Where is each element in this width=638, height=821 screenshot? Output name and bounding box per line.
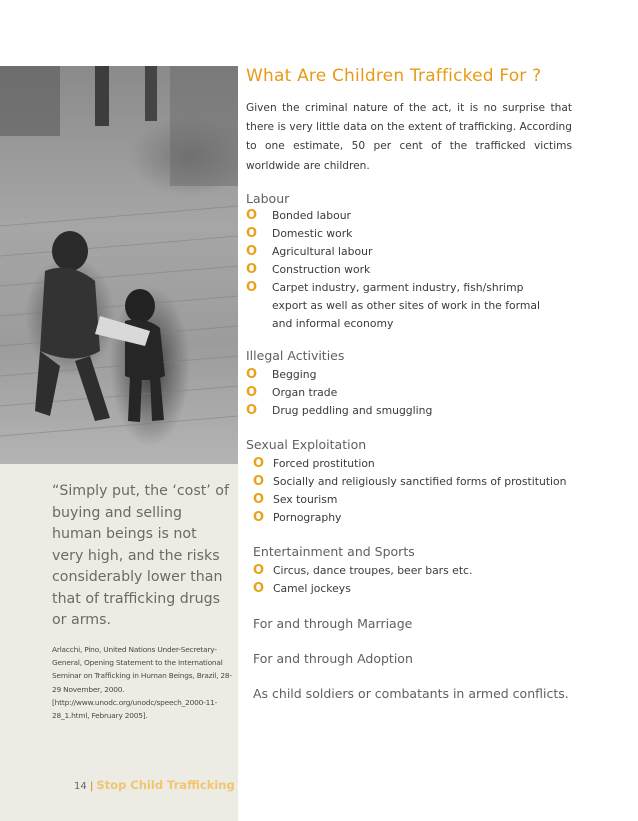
list-item: O Carpet industry, garment industry, fish/shrimp export as well as other sites of work in the formal and informal economy bbox=[246, 280, 541, 330]
quote-citation: Arlacchi, Pino, United Nations Under-Secretary-General, Opening Statement to the International Seminar on Trafficking in Human Beings, Brazil, 28-29 November, 2000. [http://www.unodc.org/unodc/speech_2000-11-28_1.html, February 2005]. bbox=[52, 645, 232, 721]
list-item: O Bonded labour bbox=[246, 208, 351, 223]
bullet-icon: O bbox=[246, 208, 258, 223]
list-item: O Pornography bbox=[253, 510, 342, 525]
publication-title: Stop Child Trafficking bbox=[96, 778, 235, 792]
bullet-icon: O bbox=[246, 280, 258, 295]
list-item: O Sex tourism bbox=[253, 492, 338, 507]
intro-paragraph: Given the criminal nature of the act, it is no surprise that there is very little data on the extent of trafficking. According to one estimate, 50 per cent of the trafficked victims worldwide are children. bbox=[246, 102, 572, 172]
photo-children-street bbox=[0, 66, 238, 464]
list-illegal-activities bbox=[246, 366, 576, 420]
pull-quote: “Simply put, the ‘cost’ of buying and selling human beings is not very high, and the risks considerably lower than that of trafficking drugs or arms. bbox=[52, 483, 229, 628]
list-item: O Drug peddling and smuggling bbox=[246, 403, 433, 418]
list-sexual-exploitation bbox=[253, 455, 583, 527]
heading-child-soldiers: As child soldiers or combatants in armed conflicts. bbox=[253, 686, 569, 701]
bullet-icon: O bbox=[253, 474, 265, 489]
bullet-icon: O bbox=[246, 385, 258, 400]
footer-separator: | bbox=[89, 781, 94, 792]
list-item: O Circus, dance troupes, beer bars etc. bbox=[253, 563, 473, 578]
heading-labour: Labour bbox=[246, 191, 290, 206]
list-item: O Camel jockeys bbox=[253, 581, 351, 596]
bullet-icon: O bbox=[246, 226, 258, 241]
bullet-icon: O bbox=[253, 581, 265, 596]
heading-marriage: For and through Marriage bbox=[253, 616, 413, 631]
list-entertainment-sports bbox=[253, 562, 583, 598]
list-item: O Domestic work bbox=[246, 226, 353, 241]
bullet-icon: O bbox=[253, 492, 265, 507]
list-labour bbox=[246, 207, 576, 333]
page-title: What Are Children Trafficked For ? bbox=[246, 66, 542, 86]
bullet-icon: O bbox=[253, 510, 265, 525]
bullet-icon: O bbox=[246, 367, 258, 382]
list-item: O Begging bbox=[246, 367, 317, 382]
bullet-icon: O bbox=[246, 262, 258, 277]
bullet-icon: O bbox=[253, 563, 265, 578]
bullet-icon: O bbox=[246, 244, 258, 259]
heading-sexual-exploitation: Sexual Exploitation bbox=[246, 437, 367, 452]
bullet-icon: O bbox=[253, 456, 265, 471]
list-item: O Agricultural labour bbox=[246, 244, 373, 259]
list-item: O Forced prostitution bbox=[253, 456, 375, 471]
list-item: O Organ trade bbox=[246, 385, 338, 400]
list-item: O Construction work bbox=[246, 262, 371, 277]
heading-adoption: For and through Adoption bbox=[253, 651, 413, 666]
heading-entertainment-sports: Entertainment and Sports bbox=[253, 544, 415, 559]
page-footer bbox=[74, 778, 235, 792]
page-number: 14 bbox=[74, 781, 87, 792]
list-item: O Socially and religiously sanctified forms of prostitution bbox=[253, 474, 567, 489]
bullet-icon: O bbox=[246, 403, 258, 418]
photo-illustration bbox=[0, 66, 238, 464]
heading-illegal-activities: Illegal Activities bbox=[246, 348, 345, 363]
